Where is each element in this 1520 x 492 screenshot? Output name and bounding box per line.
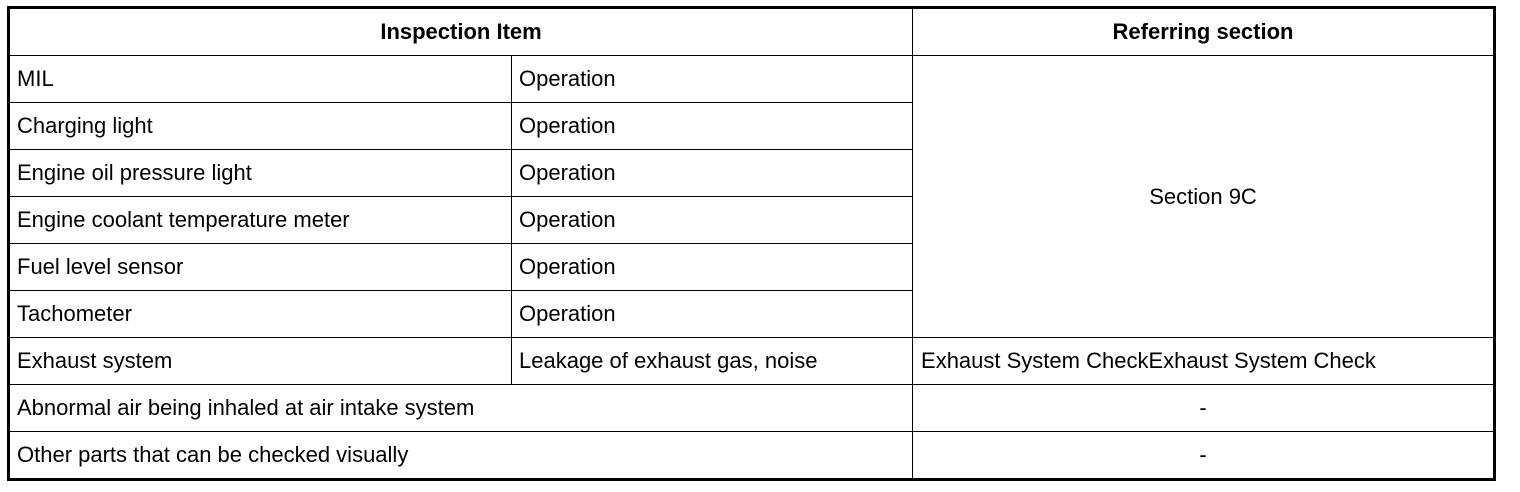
header-inspection-item: Inspection Item bbox=[9, 8, 913, 56]
inspection-item-cell: Exhaust system bbox=[9, 338, 512, 385]
inspection-detail-cell: Leakage of exhaust gas, noise bbox=[512, 338, 913, 385]
referring-section-merged-cell: Section 9C bbox=[913, 56, 1495, 338]
referring-section-cell: Exhaust System CheckExhaust System Check bbox=[913, 338, 1495, 385]
inspection-detail-cell: Operation bbox=[512, 244, 913, 291]
inspection-detail-cell: Operation bbox=[512, 150, 913, 197]
inspection-item-cell: MIL bbox=[9, 56, 512, 103]
table-row bbox=[9, 56, 1495, 103]
inspection-item-cell: Other parts that can be checked visually bbox=[9, 432, 913, 480]
table-row bbox=[9, 385, 1495, 432]
inspection-item-cell: Abnormal air being inhaled at air intake system bbox=[9, 385, 913, 432]
inspection-table bbox=[7, 6, 1496, 481]
inspection-detail-cell: Operation bbox=[512, 56, 913, 103]
inspection-item-cell: Tachometer bbox=[9, 291, 512, 338]
inspection-item-cell: Engine coolant temperature meter bbox=[9, 197, 512, 244]
referring-section-cell: - bbox=[913, 385, 1495, 432]
header-referring-section: Referring section bbox=[913, 8, 1495, 56]
referring-section-cell: - bbox=[913, 432, 1495, 480]
inspection-item-cell: Fuel level sensor bbox=[9, 244, 512, 291]
inspection-item-cell: Charging light bbox=[9, 103, 512, 150]
inspection-item-cell: Engine oil pressure light bbox=[9, 150, 512, 197]
inspection-detail-cell: Operation bbox=[512, 103, 913, 150]
header-row bbox=[9, 8, 1495, 56]
table-row bbox=[9, 432, 1495, 480]
inspection-detail-cell: Operation bbox=[512, 197, 913, 244]
table-row bbox=[9, 338, 1495, 385]
inspection-detail-cell: Operation bbox=[512, 291, 913, 338]
